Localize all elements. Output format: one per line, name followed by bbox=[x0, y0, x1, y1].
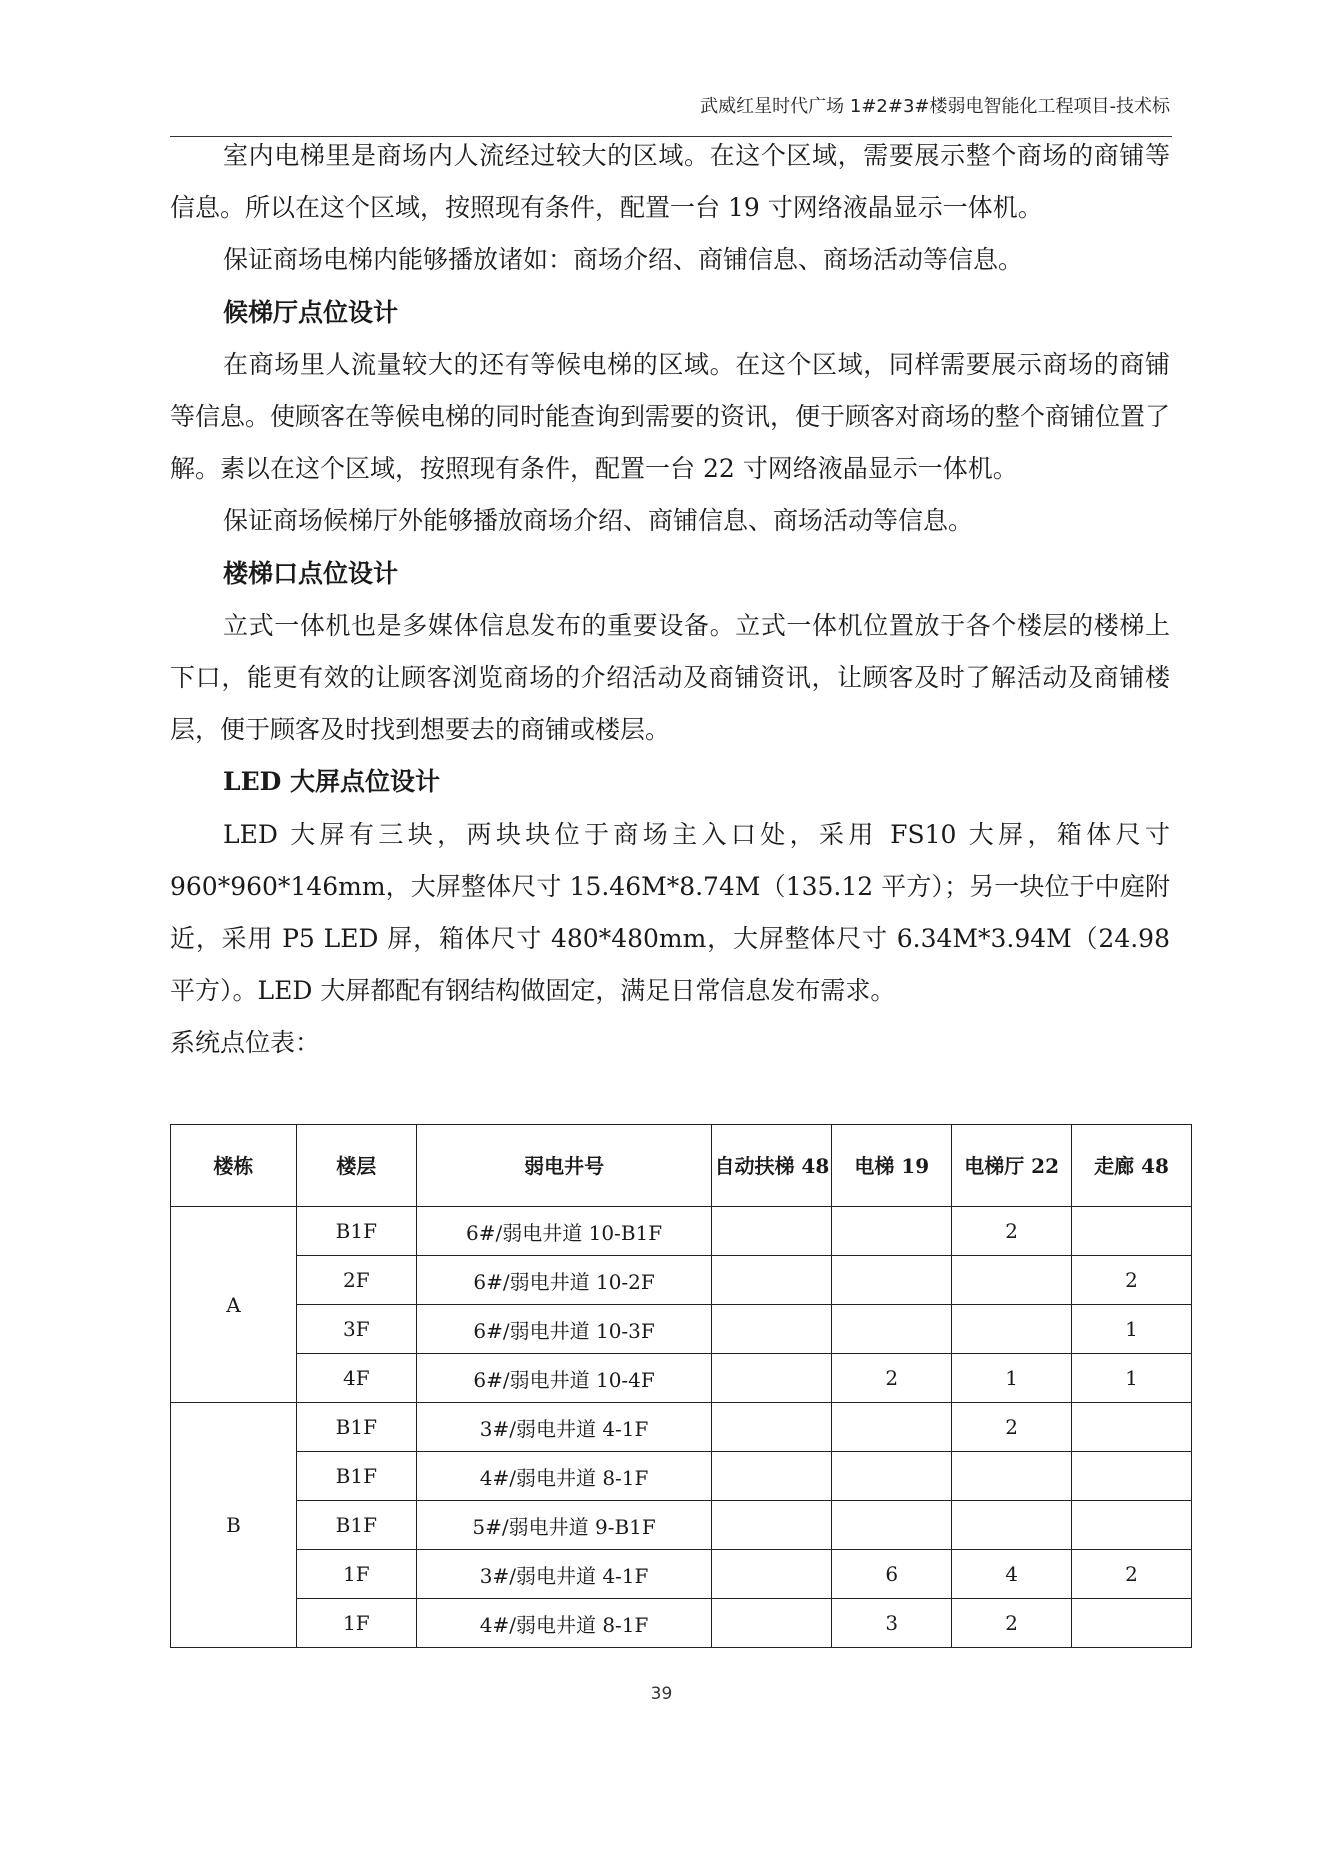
hall-cell: 1 bbox=[952, 1354, 1072, 1403]
escalator-cell bbox=[712, 1599, 832, 1648]
shaft-cell: 6#/弱电井道 10-B1F bbox=[416, 1207, 712, 1256]
table-row bbox=[171, 1452, 1192, 1501]
table-row bbox=[171, 1550, 1192, 1599]
col-header-elevator: 电梯 19 bbox=[832, 1125, 952, 1207]
table-row bbox=[171, 1599, 1192, 1648]
paragraph: 保证商场电梯内能够播放诸如：商场介绍、商铺信息、商场活动等信息。 bbox=[223, 245, 1024, 275]
table-row bbox=[171, 1207, 1192, 1256]
escalator-cell bbox=[712, 1550, 832, 1599]
paragraph: 保证商场候梯厅外能够播放商场介绍、商铺信息、商场活动等信息。 bbox=[223, 506, 974, 536]
floor-cell: B1F bbox=[296, 1501, 416, 1550]
section-heading: 候梯厅点位设计 bbox=[223, 297, 399, 327]
escalator-cell bbox=[712, 1452, 832, 1501]
section-heading: LED 大屏点位设计 bbox=[223, 767, 441, 797]
col-header-corridor: 走廊 48 bbox=[1072, 1125, 1192, 1207]
table-row bbox=[171, 1354, 1192, 1403]
escalator-cell bbox=[712, 1207, 832, 1256]
elevator-cell bbox=[832, 1403, 952, 1452]
escalator-cell bbox=[712, 1501, 832, 1550]
escalator-cell bbox=[712, 1354, 832, 1403]
elevator-cell: 3 bbox=[832, 1599, 952, 1648]
page-header: 武威红星时代广场 1#2#3#楼弱电智能化工程项目-技术标 bbox=[700, 96, 1170, 117]
floor-cell: 1F bbox=[296, 1550, 416, 1599]
corridor-cell bbox=[1072, 1599, 1192, 1648]
floor-cell: 1F bbox=[296, 1599, 416, 1648]
corridor-cell: 1 bbox=[1072, 1305, 1192, 1354]
elevator-cell bbox=[832, 1207, 952, 1256]
elevator-cell: 2 bbox=[832, 1354, 952, 1403]
shaft-cell: 6#/弱电井道 10-2F bbox=[416, 1256, 712, 1305]
elevator-cell bbox=[832, 1452, 952, 1501]
corridor-cell: 2 bbox=[1072, 1256, 1192, 1305]
system-points-table bbox=[170, 1124, 1192, 1648]
hall-cell bbox=[952, 1256, 1072, 1305]
table-row bbox=[171, 1403, 1192, 1452]
shaft-cell: 5#/弱电井道 9-B1F bbox=[416, 1501, 712, 1550]
col-header-escalator: 自动扶梯 48 bbox=[712, 1125, 832, 1207]
floor-cell: B1F bbox=[296, 1403, 416, 1452]
hall-cell: 4 bbox=[952, 1550, 1072, 1599]
corridor-cell bbox=[1072, 1501, 1192, 1550]
col-header-building: 楼栋 bbox=[171, 1125, 297, 1207]
body-text bbox=[170, 130, 1170, 1070]
paragraph: 室内电梯里是商场内人流经过较大的区域。在这个区域，需要展示整个商场的商铺等信息。所以在这个区域，按照现有条件，配置一台 19 寸网络液晶显示一体机。 bbox=[170, 141, 1170, 223]
table-row bbox=[171, 1501, 1192, 1550]
floor-cell: 3F bbox=[296, 1305, 416, 1354]
hall-cell: 2 bbox=[952, 1599, 1072, 1648]
corridor-cell bbox=[1072, 1452, 1192, 1501]
corridor-cell bbox=[1072, 1403, 1192, 1452]
table-header-row bbox=[171, 1125, 1192, 1207]
shaft-cell: 4#/弱电井道 8-1F bbox=[416, 1599, 712, 1648]
paragraph: 立式一体机也是多媒体信息发布的重要设备。立式一体机位置放于各个楼层的楼梯上下口，能更有效的让顾客浏览商场的介绍活动及商铺资讯，让顾客及时了解活动及商铺楼层，便于顾客及时找到想要去的商铺或楼层。 bbox=[170, 610, 1170, 745]
floor-cell: B1F bbox=[296, 1207, 416, 1256]
section-heading: 楼梯口点位设计 bbox=[223, 558, 399, 588]
col-header-elevator-hall: 电梯厅 22 bbox=[952, 1125, 1072, 1207]
escalator-cell bbox=[712, 1256, 832, 1305]
table-row bbox=[171, 1256, 1192, 1305]
paragraph: 在商场里人流量较大的还有等候电梯的区域。在这个区域，同样需要展示商场的商铺等信息。使顾客在等候电梯的同时能查询到需要的资讯，便于顾客对商场的整个商铺位置了解。素以在这个区域，按照现有条件，配置一台 22 寸网络液晶显示一体机。 bbox=[170, 349, 1171, 484]
table-caption: 系统点位表： bbox=[170, 1028, 321, 1058]
hall-cell: 2 bbox=[952, 1207, 1072, 1256]
paragraph: LED 大屏有三块，两块块位于商场主入口处，采用 FS10 大屏，箱体尺寸 960*960*146mm，大屏整体尺寸 15.46M*8.74M（135.12 平方）；另一块位于中庭附近，采用 P5 LED 屏，箱体尺寸 480*480mm，大屏整体尺寸 6.34M*3.94M（24.98 平方）。LED 大屏都配有钢结构做固定，满足日常信息发布需求。 bbox=[170, 819, 1170, 1006]
col-header-floor: 楼层 bbox=[296, 1125, 416, 1207]
hall-cell bbox=[952, 1452, 1072, 1501]
escalator-cell bbox=[712, 1305, 832, 1354]
building-cell: B bbox=[171, 1403, 297, 1648]
shaft-cell: 4#/弱电井道 8-1F bbox=[416, 1452, 712, 1501]
hall-cell bbox=[952, 1305, 1072, 1354]
building-cell: A bbox=[171, 1207, 297, 1403]
floor-cell: 4F bbox=[296, 1354, 416, 1403]
hall-cell: 2 bbox=[952, 1403, 1072, 1452]
shaft-cell: 6#/弱电井道 10-4F bbox=[416, 1354, 712, 1403]
shaft-cell: 3#/弱电井道 4-1F bbox=[416, 1550, 712, 1599]
elevator-cell bbox=[832, 1305, 952, 1354]
corridor-cell: 1 bbox=[1072, 1354, 1192, 1403]
hall-cell bbox=[952, 1501, 1072, 1550]
floor-cell: 2F bbox=[296, 1256, 416, 1305]
elevator-cell bbox=[832, 1501, 952, 1550]
floor-cell: B1F bbox=[296, 1452, 416, 1501]
shaft-cell: 3#/弱电井道 4-1F bbox=[416, 1403, 712, 1452]
page-number: 39 bbox=[650, 1684, 673, 1704]
corridor-cell bbox=[1072, 1207, 1192, 1256]
col-header-shaft: 弱电井号 bbox=[416, 1125, 712, 1207]
elevator-cell: 6 bbox=[832, 1550, 952, 1599]
escalator-cell bbox=[712, 1403, 832, 1452]
shaft-cell: 6#/弱电井道 10-3F bbox=[416, 1305, 712, 1354]
elevator-cell bbox=[832, 1256, 952, 1305]
table-row bbox=[171, 1305, 1192, 1354]
corridor-cell: 2 bbox=[1072, 1550, 1192, 1599]
